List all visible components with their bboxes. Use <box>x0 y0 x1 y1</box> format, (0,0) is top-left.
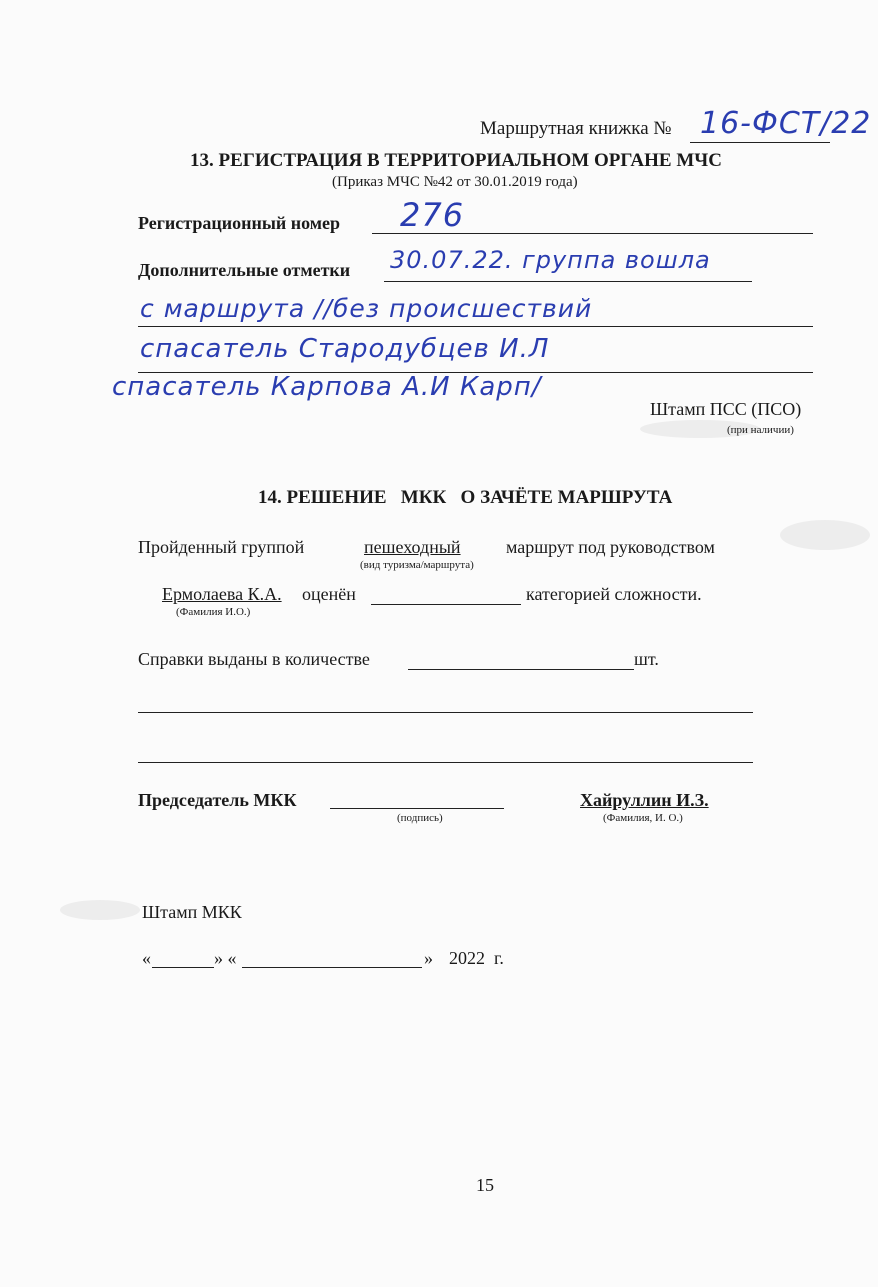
certificates-label: Справки выданы в количестве <box>138 649 370 669</box>
chairman-name-note: (Фамилия, И. О.) <box>603 812 683 824</box>
certificates-unit: шт. <box>634 649 659 669</box>
reg-number-label: Регистрационный номер <box>138 213 341 233</box>
passed-suffix: маршрут под руководством <box>506 537 715 557</box>
pss-stamp-label: Штамп ПСС (ПСО) <box>650 399 802 419</box>
category-line <box>371 604 521 605</box>
date-open-quote: « <box>142 948 151 968</box>
extra-marks-line-2 <box>138 326 813 327</box>
signature-line <box>330 808 504 809</box>
reg-number-value: 276 <box>400 196 465 234</box>
route-book-number-line <box>690 142 830 143</box>
passed-prefix: Пройденный группой <box>138 537 305 557</box>
scan-smudge <box>60 900 140 920</box>
date-month-line <box>242 967 422 968</box>
date-year: 2022 г. <box>449 948 504 968</box>
blank-line-1 <box>138 712 753 713</box>
extra-marks-line-1 <box>384 281 752 282</box>
rated-label: оценён <box>302 584 356 604</box>
section13-subtitle: (Приказ МЧС №42 от 30.01.2019 года) <box>332 174 578 190</box>
extra-marks-label: Дополнительные отметки <box>138 260 351 280</box>
date-mid: » « <box>214 948 237 968</box>
leader-name: Ермолаева К.А. <box>162 584 282 604</box>
section14-title: 14. РЕШЕНИЕ МКК О ЗАЧЁТЕ МАРШРУТА <box>258 487 673 508</box>
page-number: 15 <box>476 1175 494 1195</box>
route-book-label: Маршрутная книжка № <box>480 118 672 139</box>
section13-title: 13. РЕГИСТРАЦИЯ В ТЕРРИТОРИАЛЬНОМ ОРГАНЕ МЧС <box>190 150 722 171</box>
category-suffix: категорией сложности. <box>526 584 702 604</box>
signature-note: (подпись) <box>397 812 443 824</box>
pss-stamp-note: (при наличии) <box>727 424 794 436</box>
route-book-number: 16-ФСТ/22 <box>700 106 872 141</box>
date-close-quote: » <box>424 948 433 968</box>
certificates-line <box>408 669 634 670</box>
date-day-line <box>152 967 214 968</box>
blank-line-2 <box>138 762 753 763</box>
chairman-name: Хайруллин И.З. <box>580 790 709 810</box>
leader-note: (Фамилия И.О.) <box>176 606 251 618</box>
extra-marks-line3: спасатель Стародубцев И.Л <box>140 334 550 364</box>
extra-marks-line4: спасатель Карпова А.И Карп/ <box>112 372 542 402</box>
chairman-label: Председатель МКК <box>138 790 297 810</box>
tourism-type: пешеходный <box>364 537 461 557</box>
extra-marks-line1: 30.07.22. группа вошла <box>390 246 711 274</box>
mkk-stamp-label: Штамп МКК <box>142 902 242 922</box>
tourism-type-note: (вид туризма/маршрута) <box>360 559 474 571</box>
scan-smudge <box>780 520 870 550</box>
extra-marks-line2: с маршрута //без происшествий <box>140 294 593 323</box>
